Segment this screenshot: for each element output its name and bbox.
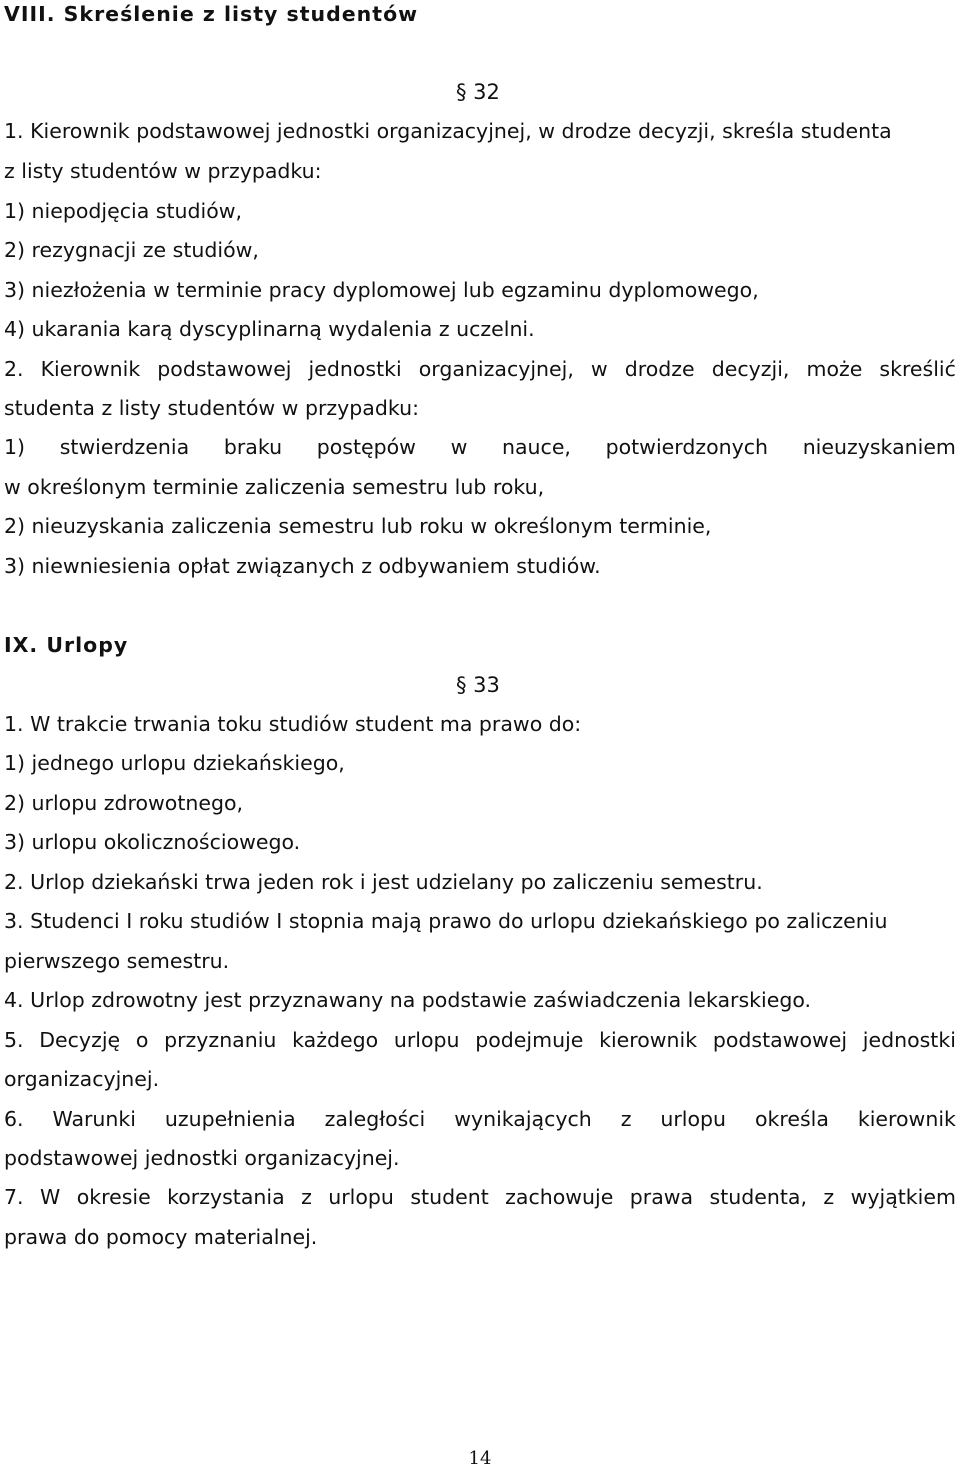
s33-p2: 2. Urlop dziekański trwa jeden rok i jest udzielany po zaliczeniu semestru. [4,870,763,894]
s33-p6-line2: podstawowej jednostki organizacyjnej. [4,1146,400,1170]
word: stwierdzenia [59,435,190,459]
section-32-mark: § 32 [456,80,500,104]
s33-p5-line2: organizacyjnej. [4,1067,160,1091]
word: postępów [316,435,416,459]
word: uzupełnienia [164,1107,296,1131]
word: o [135,1028,149,1052]
word: urlopu [660,1107,727,1131]
word: 7. [4,1185,24,1209]
s33-p3-line1: 3. Studenci I roku studiów I stopnia mają prawo do urlopu dziekańskiego po zaliczeniu [4,909,888,933]
s32-p2-line2: studenta z listy studentów w przypadku: [4,396,420,420]
word: określa [754,1107,829,1131]
s32-p2-item2: 2) nieuzyskania zaliczenia semestru lub roku w określonym terminie, [4,514,712,538]
s33-p6-line1 [4,1107,956,1132]
word: skreślić [879,357,956,381]
word: 1) [4,435,26,459]
word: urlopu [393,1028,460,1052]
s32-p2-line1 [4,357,956,382]
word: korzystania [167,1185,285,1209]
word: nieuzyskaniem [802,435,956,459]
s33-p1-item1: 1) jednego urlopu dziekańskiego, [4,751,345,775]
s33-p7-line2: prawa do pomocy materialnej. [4,1225,318,1249]
word: wyjątkiem [850,1185,956,1209]
word: z [620,1107,632,1131]
word: 2. [4,357,24,381]
word: decyzji, [711,357,790,381]
s32-p1-line2: z listy studentów w przypadku: [4,159,322,183]
word: wynikających [454,1107,592,1131]
word: studenta, [709,1185,807,1209]
word: zaległości [324,1107,426,1131]
chapter-viii-heading: VIII. Skreślenie z listy studentów [4,2,419,26]
word: Kierownik [40,357,141,381]
word: W [39,1185,61,1209]
word: jednostki [862,1028,956,1052]
chapter-ix-heading: IX. Urlopy [4,633,129,657]
s32-p1-item1: 1) niepodjęcia studiów, [4,199,243,223]
s32-p2-item1 [4,435,956,460]
word: może [806,357,863,381]
word: nauce, [502,435,571,459]
s33-p1-item2: 2) urlopu zdrowotnego, [4,791,244,815]
s32-p1-item4: 4) ukarania karą dyscyplinarną wydalenia z uczelni. [4,317,535,341]
s32-p2-item1-cont: w określonym terminie zaliczenia semestru lub roku, [4,475,545,499]
word: Warunki [52,1107,136,1131]
word: jednostki [308,357,402,381]
word: drodze [624,357,695,381]
s33-p4: 4. Urlop zdrowotny jest przyznawany na podstawie zaświadczenia lekarskiego. [4,988,812,1012]
word: kierownik [857,1107,956,1131]
word: okresie [76,1185,151,1209]
word: podejmuje [475,1028,584,1052]
word: kierownik [599,1028,698,1052]
s33-p3-line2: pierwszego semestru. [4,949,230,973]
word: student [410,1185,489,1209]
word: podstawowej [157,357,292,381]
word: braku [223,435,283,459]
word: w [590,357,608,381]
word: urlopu [328,1185,394,1209]
word: z [301,1185,312,1209]
s33-p1: 1. W trakcie trwania toku studiów student ma prawo do: [4,712,582,736]
word: 6. [4,1107,24,1131]
word: 5. [4,1028,24,1052]
page-number: 14 [468,1448,492,1469]
word: każdego [292,1028,379,1052]
s32-p1-line1: 1. Kierownik podstawowej jednostki organizacyjnej, w drodze decyzji, skreśla studenta [4,119,892,143]
s32-p2-item3: 3) niewniesienia opłat związanych z odbywaniem studiów. [4,554,601,578]
word: z [823,1185,835,1209]
word: podstawowej [712,1028,848,1052]
word: zachowuje [505,1185,614,1209]
s33-p7-line1 [4,1185,956,1210]
s33-p1-item3: 3) urlopu okolicznościowego. [4,830,301,854]
word: przyznaniu [164,1028,277,1052]
word: organizacyjnej, [418,357,574,381]
word: w [450,435,468,459]
s33-p5-line1 [4,1028,956,1053]
word: potwierdzonych [605,435,769,459]
word: prawa [629,1185,694,1209]
word: Decyzję [39,1028,121,1052]
s32-p1-item3: 3) niezłożenia w terminie pracy dyplomowej lub egzaminu dyplomowego, [4,278,759,302]
section-33-mark: § 33 [456,673,500,697]
s32-p1-item2: 2) rezygnacji ze studiów, [4,238,259,262]
